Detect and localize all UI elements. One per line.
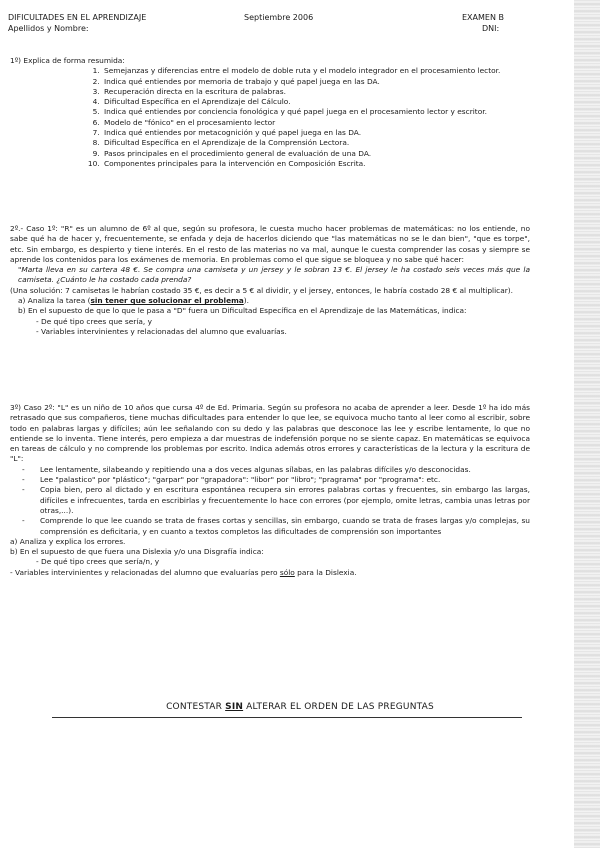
question-3 — [10, 403, 530, 578]
q2-b-sub2: - Variables intervinientes y relacionadas del alumno que evaluarías. — [36, 326, 287, 336]
question-2 — [10, 224, 530, 337]
q3-b-sub2-underlined: sólo — [279, 567, 295, 577]
q3-b-sub1: - De qué tipo crees que sería/n, y — [36, 557, 160, 567]
q1-intro: 1º) Explica de forma resumida: — [10, 56, 125, 65]
q1-item: 9. Pasos principales en el procedimiento general de evaluación de una DA. — [102, 149, 530, 159]
q3-part-a: a) Analiza y explica los errores. — [10, 536, 126, 546]
q1-item: 5. Indica qué entiendes por conciencia fonológica y qué papel juega en el procesamiento lector y escritor. — [102, 107, 530, 117]
q2-part-a — [10, 296, 530, 306]
dni-label: DNI: — [482, 24, 500, 33]
q1-item: 2. Indica qué entiendes por memoria de trabajo y qué papel juega en las DA. — [102, 77, 530, 87]
q3-bullet: - Comprende lo que lee cuando se trata de frases cortas y sencillas, sin embargo, cuando se trata de frases largas y/o complejas, su comprensión es deficitaria, y en cuanto a textos completos las dificultades de comprensión son importantes — [22, 516, 530, 536]
q1-item: 6. Modelo de "fónico" en el procesamiento lector — [102, 118, 530, 128]
q2-solution: (Una solución: 7 camisetas le habrían costado 35 €, es decir a 5 € al dividir, y el jersey, entonces, le habría costado 28 € al multiplicar). — [10, 285, 513, 295]
q2-a-underlined: sin tener que solucionar el problema — [90, 296, 244, 306]
q1-list — [10, 66, 530, 169]
q2-b-sub1: - De qué tipo crees que sería, y — [36, 316, 152, 326]
footer-sin: SIN — [225, 702, 244, 712]
q1-item: 4. Dificultad Específica en el Aprendizaje del Cálculo. — [102, 97, 530, 107]
q2-case-text: 2º.- Caso 1º: "R" es un alumno de 6º al que, según su profesora, le cuesta mucho hacer problemas de matemáticas: no los entiende, no sabe qué ha de hacer y, frecuentemente, se enfada y deja de hacerlos diciendo que "las matemáticas no se le dan bien", "que es torpe", etc. Sin embargo, es despierto y tiene interés. En el resto de las materias no va mal, aunque le cuesta comprender las cosas y siempre se aprende los contenidos para los exámenes de memoria. En problemas como el que sigue se bloquea y no sabe qué hacer: — [10, 224, 530, 264]
q2-a-close: ). — [243, 296, 250, 306]
question-1 — [10, 56, 530, 169]
q1-item: 1. Semejanzas y diferencias entre el modelo de doble ruta y el modelo integrador en el procesamiento lector. — [102, 66, 530, 76]
q2-a-text: Analiza la tarea ( — [27, 296, 91, 306]
q1-item: 3. Recuperación directa en la escritura de palabras. — [102, 87, 530, 97]
q2-a-prefix: a) — [18, 296, 26, 306]
q3-bullet: - Lee "palastico" por "plástico"; "garpar" por "grapadora": "libor" por "libro"; "pragrama" por "programa": etc. — [10, 475, 530, 485]
q3-b-sub2-post: para la Dislexia. — [294, 567, 357, 577]
q1-item: 10. Componentes principales para la intervención en Composición Escrita. — [102, 159, 530, 169]
exam-date: Septiembre 2006 — [244, 13, 314, 22]
scan-edge-shadow — [574, 0, 600, 848]
q3-bullet-text: Lee lentamente, silabeando y repitiendo una a dos veces algunas sílabas, en las palabras difíciles y/o desconocidas. — [40, 464, 471, 474]
q3-bullet: - Copia bien, pero al dictado y en escritura espontánea recupera sin errores palabras cortas y frecuentes, sin embargo las largas, difíciles e infrecuentes, tarda en escribirlas y frecuentemente lo hace con errores (por ejemplo, omite letras, cambia unas letras por otras,...). — [22, 485, 530, 515]
q3-bullet-text: Comprende lo que lee cuando se trata de frases cortas y sencillas, sin embargo, cuando se trata de frases largas y/o complejas, su comprensión es deficitaria, y en cuanto a textos completos las dificultades de comprensión son importantes — [40, 516, 530, 536]
q1-item: 8. Dificultad Específica en el Aprendizaje de la Comprensión Lectora. — [102, 138, 530, 148]
footer-post: ALTERAR EL ORDEN DE LAS PREGUNTAS — [243, 702, 434, 712]
course-title: DIFICULTADES EN EL APRENDIZAJE — [8, 13, 147, 22]
q3-bullet-text: Lee "palastico" por "plástico"; "garpar" por "grapadora": "libor" por "libro"; "pragrama" por "programa": etc. — [40, 475, 441, 485]
q3-b-sub2-pre: - Variables intervinientes y relacionadas del alumno que evaluarías pero — [10, 567, 280, 577]
footer-pre: CONTESTAR — [166, 702, 226, 712]
q1-item: 7. Indica qué entiendes por metacognición y qué papel juega en las DA. — [102, 128, 530, 138]
exam-label: EXAMEN B — [462, 13, 504, 22]
q2-problem: "Marta lleva en su cartera 48 €. Se compra una camiseta y un jersey y le sobran 13 €. El jersey le ha costado seis veces más que la camiseta. ¿Cuánto le ha costado cada prenda? — [18, 265, 530, 285]
q2-part-b — [10, 306, 530, 316]
footer-instruction — [0, 702, 600, 712]
q2-b-text: En el supuesto de que lo que le pasa a "D" fuera un Dificultad Específica en el Aprendizaje de las Matemáticas, indica: — [27, 306, 467, 316]
q3-part-b: b) En el supuesto de que fuera una Dislexia y/o una Disgrafía indica: — [10, 547, 264, 557]
name-label: Apellidos y Nombre: — [8, 24, 89, 33]
q3-bullet-text: Copia bien, pero al dictado y en escritura espontánea recupera sin errores palabras cortas y frecuentes, sin embargo las largas, difíciles e infrecuentes, tarda en escribirlas y frecuentemente lo hace con errores (por ejemplo, omite letras, cambia unas letras por otras,...). — [40, 485, 530, 515]
q3-case-text: 3º) Caso 2º: "L" es un niño de 10 años que cursa 4º de Ed. Primaria. Según su profesora no acaba de aprender a leer. Desde 1º ha ido más retrasado que sus compañeros, tiene muchas dificultades para entender lo que lee, se equivoca mucho tanto al leer como al escribir, sobre todo en palabras largas y difíciles; aún lee señalando con su dedo y las palabras que desconoce las lee y escribe lentamente, lo que no entiende se lo inventa. Tiene interés, pero empieza a dar muestras de indefensión porque no se siente capaz. En matemáticas se equivoca en tareas de cálculo y no comprende los problemas por escrito. Indica además otros errores y características de la lectura y la escritura de "L": — [10, 403, 530, 464]
q3-bullet: - Lee lentamente, silabeando y repitiendo una a dos veces algunas sílabas, en las palabras difíciles y/o desconocidas. — [10, 465, 530, 475]
q3-b-sub2 — [10, 568, 530, 578]
q2-b-prefix: b) — [18, 306, 26, 316]
footer-divider — [52, 717, 522, 718]
